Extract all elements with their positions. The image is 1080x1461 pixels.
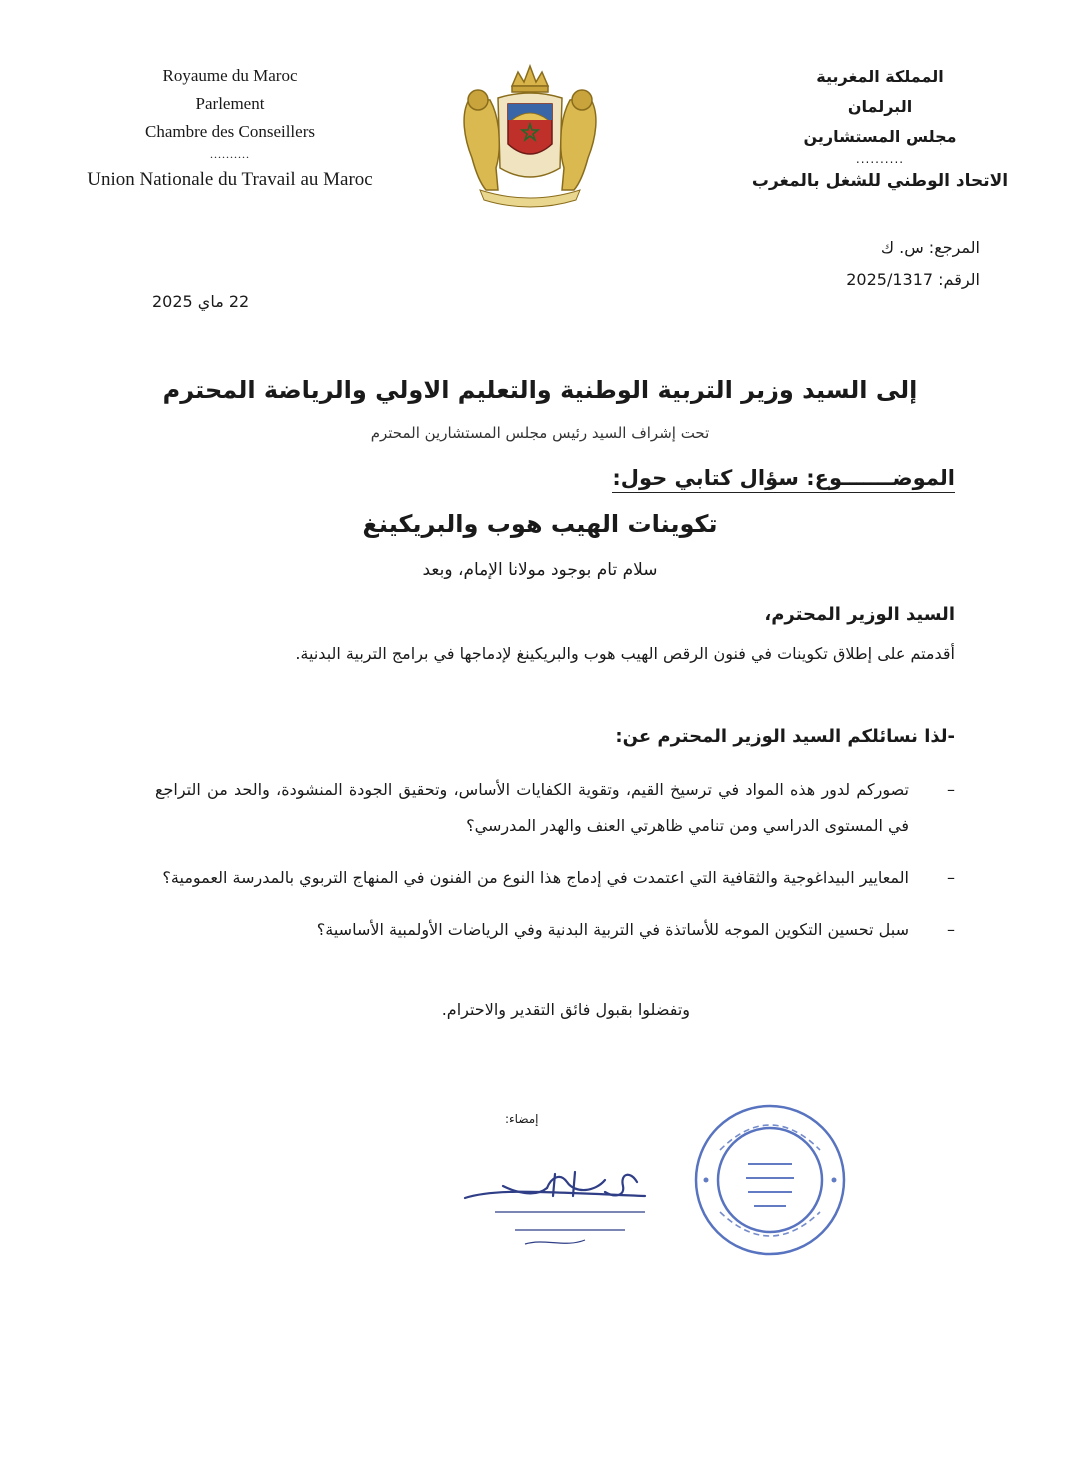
intro-paragraph: أقدمتم على إطلاق تكوينات في فنون الرقص الهيب هوب والبريكينغ لإدماجها في برامج التربية البدنية.: [295, 644, 955, 663]
coat-of-arms-emblem: [450, 58, 610, 208]
questions-heading: -لذا نسائلكم السيد الوزير المحترم عن:: [615, 726, 955, 747]
parliament-fr: Parlement: [195, 94, 265, 113]
addressee-line: إلى السيد وزير التربية الوطنية والتعليم الاولي والرياضة المحترم: [162, 376, 918, 404]
greeting-line: سلام تام بوجود مولانا الإمام، وبعد: [422, 560, 658, 580]
reference-block: [846, 232, 980, 296]
country-name-ar: المملكة المغربية: [816, 67, 944, 86]
header-arabic: [750, 62, 1010, 196]
question-item: [155, 860, 955, 896]
question-item: [155, 772, 955, 844]
subject-title: تكوينات الهيب هوب والبريكينغ: [362, 510, 718, 538]
supervision-line: تحت إشراف السيد رئيس مجلس المستشارين المحترم: [370, 424, 710, 442]
letter-date: 22 ماي 2025: [152, 292, 250, 311]
closing-line: وتفضلوا بقبول فائق التقدير والاحترام.: [441, 1000, 690, 1019]
separator-dots-ar: ..........: [855, 152, 905, 166]
handwritten-signature: [455, 1152, 655, 1252]
question-text: المعايير البيداغوجية والثقافية التي اعتمدت في إدماج هذا النوع من الفنون في المنهاج التربوي بالمدرسة العمومية؟: [162, 868, 909, 887]
question-item: [155, 912, 955, 948]
bullet-dash: –: [947, 920, 955, 939]
header-french: [60, 62, 400, 194]
reference-number: الرقم: 2025/1317: [846, 270, 980, 289]
official-stamp: [690, 1100, 850, 1260]
chamber-fr: Chambre des Conseillers: [145, 122, 315, 141]
bullet-dash: –: [947, 780, 955, 799]
reference-code: المرجع: س. ك: [880, 238, 980, 257]
union-name-fr: Union Nationale du Travail au Maroc: [87, 169, 373, 190]
signature-label: إمضاء:: [505, 1112, 539, 1126]
country-name-fr: Royaume du Maroc: [162, 66, 298, 85]
union-name-ar: الاتحاد الوطني للشغل بالمغرب: [751, 171, 1009, 191]
salutation: السيد الوزير المحترم،: [764, 604, 955, 625]
parliament-ar: البرلمان: [847, 97, 913, 116]
question-text: تصوركم لدور هذه المواد في ترسيخ القيم، وتقوية الكفايات الأساس، وتحقيق الجودة المنشودة، والحد من التراجع في المستوى الدراسي ومن تنامي ظاهرتي العنف والهدر المدرسي؟: [155, 780, 909, 835]
bullet-dash: –: [947, 868, 955, 887]
question-text: سبل تحسين التكوين الموجه للأساتذة في التربية البدنية وفي الرياضات الأولمبية الأساسية؟: [316, 920, 909, 939]
questions-list: [155, 772, 955, 964]
separator-dots-fr: ..........: [210, 147, 250, 161]
subject-label: الموضـــــــوع: سؤال كتابي حول:: [612, 466, 955, 493]
chamber-ar: مجلس المستشارين: [803, 127, 957, 146]
